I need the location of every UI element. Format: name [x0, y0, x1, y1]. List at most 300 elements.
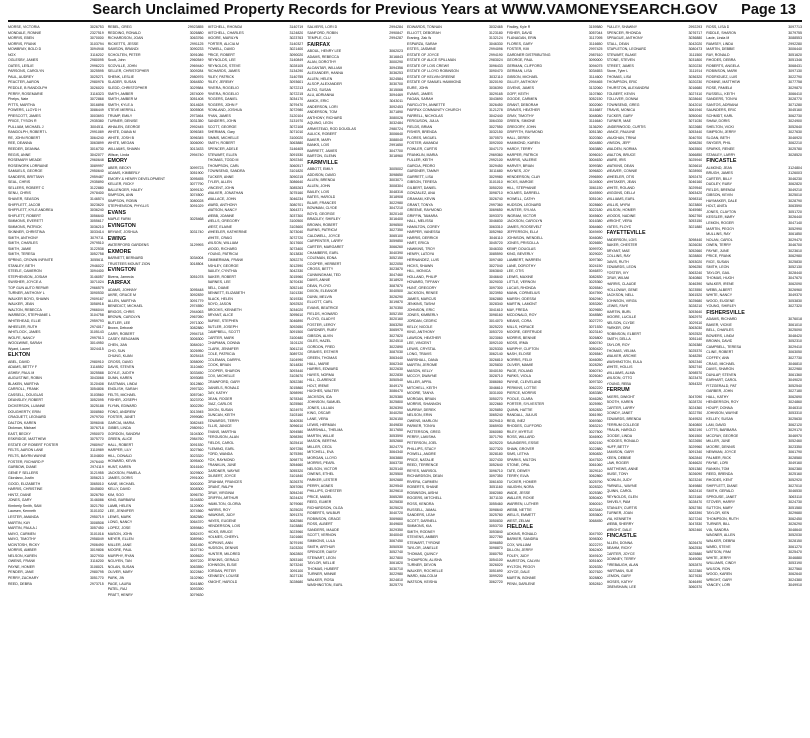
owner-name: PERRY, AGNES	[307, 483, 334, 488]
owner-name: GRAHAM, KEVIN	[407, 196, 436, 201]
owner-name: MARSH, ODESSA	[506, 296, 537, 301]
owner-name: WIGGINS, DELLA	[606, 191, 636, 196]
owner-name: KING, ANTHONY	[407, 330, 435, 335]
property-id: 3079190	[289, 540, 304, 545]
owner-name: HARRIS, VALERIE	[506, 158, 537, 163]
owner-name: STONE, OPAL	[506, 463, 531, 468]
listing-column	[108, 25, 204, 735]
owner-name: MORRIS, EBEN	[8, 36, 34, 41]
property-id: 3023800	[688, 202, 703, 207]
owner-name: MARTIN, PEGGY	[706, 226, 735, 231]
property-id: 3124804	[788, 165, 802, 170]
owner-name: TURNER, ANTHONY L	[8, 291, 45, 296]
property-id: 3023700	[189, 398, 204, 403]
property-id: 3072868	[89, 97, 104, 102]
property-id: 3101330	[289, 291, 304, 296]
property-id: 3022980	[389, 200, 403, 205]
property-id: 3015066	[389, 87, 403, 92]
owner-name: ESTES, JASMINE	[407, 47, 436, 52]
property-id: 3122880	[89, 185, 104, 190]
property-id: 2990847	[389, 30, 403, 35]
owner-name: THOMAS, QUINCY	[407, 551, 438, 556]
property-id: 3092000	[488, 141, 503, 146]
owner-name: BRYANT, ALICE	[207, 313, 234, 318]
owner-name: GERMAN, LISA	[506, 69, 532, 74]
owner-name: GRANT, TONYA	[407, 202, 433, 207]
property-id: 3025880	[688, 551, 703, 556]
owner-name: FIELDS, CAROL	[207, 441, 235, 446]
property-id: 3052150	[389, 256, 403, 261]
owner-name: FLOYD, GLADYS	[307, 317, 336, 322]
owner-name: ESTATE OF SAMUEL HAMMOND	[407, 80, 462, 85]
property-id: 3052270	[289, 257, 304, 262]
property-id: 3100480	[289, 335, 304, 340]
property-id: 3028790	[788, 198, 802, 203]
owner-name: TAYLOR, NELLIE	[307, 561, 336, 566]
property-id: 3065280	[389, 494, 403, 499]
owner-name: YANCEY, LORI	[706, 583, 731, 588]
owner-name: BEAHM, RICKY	[606, 546, 632, 551]
owner-name: STEWART, ELLEN	[207, 152, 238, 157]
owner-name: MEYER, ELLEN	[107, 537, 134, 542]
owner-name: MULLINS, RAY	[706, 232, 731, 237]
property-id: 2980976	[89, 80, 104, 85]
owner-name: TUCKER, ANNE	[207, 174, 234, 179]
owner-name: AKERS, DWIGHT	[606, 394, 635, 399]
owner-name: EURE, JOHN	[407, 86, 429, 91]
owner-name: KEMP, DOUGLAS	[506, 246, 536, 251]
owner-name: GARCIA, MARIA	[107, 420, 135, 425]
property-id: 3050400	[588, 496, 603, 501]
property-id: 3022790	[788, 74, 802, 79]
property-id: 3025770	[389, 583, 403, 588]
property-id: 3103880	[289, 524, 304, 529]
property-id: 3046050	[588, 357, 603, 362]
owner-name: HENDERSON, LOIS	[207, 524, 241, 529]
owner-name: REBEL, GREG	[107, 25, 132, 29]
property-id: 3091029	[189, 204, 204, 209]
property-id: 3091100	[289, 568, 304, 573]
property-id: 3027630	[688, 574, 703, 579]
property-id: 3046810	[788, 361, 802, 366]
property-id: 3050540	[389, 378, 403, 383]
property-id: 2991125	[189, 41, 204, 46]
property-id: 3013433	[189, 147, 204, 152]
property-id: 3064240	[89, 135, 104, 140]
property-id: 3140327	[289, 41, 304, 46]
property-id: 3094469	[389, 93, 403, 98]
property-id: 3046310	[788, 405, 802, 410]
owner-name: CRAGUETT, LEONARD	[8, 415, 47, 420]
property-id: 3028710	[488, 374, 503, 379]
owner-name: NGUYEN, TAN	[107, 559, 132, 564]
property-id: 3033414	[89, 230, 104, 235]
owner-name: ALEXANDER, HANNA	[307, 71, 344, 76]
property-id: 3090233	[189, 47, 204, 52]
owner-name: TOLBERT, KEVIN	[606, 91, 635, 96]
property-id: 3062090	[788, 282, 802, 286]
property-id: 3027780	[488, 535, 503, 540]
property-id: 2980724	[389, 126, 403, 131]
owner-name: MOORE, LUCILLE	[606, 315, 637, 320]
city-name: EVANS	[107, 209, 126, 216]
property-id: 3064371	[289, 208, 304, 213]
owner-name: JONES, PRISCILLA	[506, 241, 539, 246]
owner-name: LESTER, AMANDA	[8, 514, 39, 519]
owner-name: Bivens, Jamecia	[107, 274, 134, 279]
owner-name: SMITH, JAMIE	[8, 246, 32, 251]
property-id: 3028720	[688, 400, 703, 405]
owner-name: AMICK, ERIC	[307, 98, 329, 103]
owner-name: KNIGHT, HAROLD	[207, 579, 238, 584]
owner-name: HILL, STEPHANIE	[506, 185, 537, 190]
property-id: 3046234	[289, 196, 304, 201]
owner-name: KING, BARBARA	[107, 498, 136, 503]
owner-name: MAYO, TIMOTHY	[8, 537, 37, 542]
property-id: 3104800	[89, 453, 104, 458]
city-heading	[108, 236, 204, 243]
owner-name: TAYLOR, ROY	[606, 343, 630, 348]
owner-name: ABBOTT, EMILY	[307, 167, 334, 172]
owner-name: STANLEY, LARRY	[706, 152, 736, 157]
owner-name: ALLEN, JOHN	[307, 184, 331, 188]
owner-name: JACKSON, IDA	[307, 394, 332, 399]
property-id: 3103560	[89, 392, 104, 397]
property-id: 3052130	[788, 265, 802, 270]
owner-name: MOORE, DENNIS	[706, 444, 736, 449]
owner-name: GONZALEZ, ANA	[407, 191, 436, 196]
property-id: 3025188	[89, 404, 104, 409]
property-id: 3019330	[289, 296, 304, 301]
property-id: 3049170	[389, 383, 403, 388]
owner-name: MONDALE, RONNIE	[8, 30, 42, 35]
property-id: 3062120	[788, 422, 802, 427]
owner-name: RE, JOHN ROBERT	[8, 135, 41, 140]
property-id: 3036253	[389, 71, 403, 76]
city-name: EWING	[107, 235, 127, 242]
owner-name: ESTATE OF ALICE SPILLMAN	[407, 58, 456, 63]
owner-name: SENU, CHRIS	[8, 191, 31, 196]
property-id: 3048250	[688, 354, 703, 359]
owner-name: NEWMAN, JOYCE	[706, 450, 737, 455]
property-id: 3088040	[389, 137, 403, 142]
property-id: 3026030	[688, 243, 703, 248]
owner-name: FERGUSON, ALAN	[207, 435, 239, 440]
owner-name: SLOAN, BETH	[706, 135, 730, 140]
owner-name: LANE, VERA	[307, 416, 329, 421]
owner-name: SHIFFLETT, DIANE	[706, 483, 738, 488]
owner-name: Giordano, Justin	[8, 476, 34, 481]
property-id: 3063899	[89, 141, 104, 146]
property-id: 3071530	[588, 324, 603, 329]
property-id: 3024510	[389, 339, 403, 344]
owner-name: SKINNER, CHRISTINA	[8, 230, 45, 235]
owner-name: FERRUM COLLEGE	[606, 422, 640, 427]
owner-name: ALAN, DOROTHY	[307, 60, 337, 65]
owner-name: PIERCE, MORRIS	[506, 391, 537, 396]
owner-name: JONES, GARY	[8, 498, 32, 503]
owner-name: STEPHENSON, JOSIAH	[8, 274, 48, 279]
property-id: 3050830	[488, 518, 503, 523]
owner-name: GARDNER, RUBY	[307, 328, 337, 333]
property-id: 3016843	[389, 54, 403, 59]
property-id: 3019806	[89, 548, 104, 553]
owner-name: HAMILTON, COREY	[407, 224, 440, 229]
property-id: 3060517	[289, 163, 304, 168]
owner-name: WHITAKER, JEAN	[606, 180, 636, 185]
owner-name: PULLIAM, MICHAEL J	[8, 124, 44, 129]
owner-name: WHITE, DIANA M	[107, 130, 136, 135]
owner-name: ROGERS, JOHN F	[207, 102, 238, 107]
owner-name: PENN, DARLENE	[506, 581, 536, 586]
property-id: 3052758	[89, 252, 104, 257]
page-header	[4, 0, 806, 20]
property-id: 3095448	[189, 287, 204, 292]
property-id: 2946022	[89, 263, 104, 268]
property-id: 3046880	[788, 555, 802, 560]
property-id: 3090470	[488, 69, 503, 74]
property-id: 3046970	[788, 433, 802, 438]
owner-name: FAIRFAX COMMUNITY CHURCH	[407, 108, 461, 113]
owner-name: EVANS, MARTHA	[207, 429, 237, 434]
owner-name: YOUNG, SHIRLEY	[706, 304, 737, 309]
property-id: 3062980	[788, 254, 802, 259]
property-id: 3068431	[788, 63, 802, 68]
owner-name: ALLEN, DONNA	[606, 540, 633, 545]
owner-name: PERRY, ZACHARY	[8, 575, 39, 580]
owner-name: FIELDS, BRIAN	[407, 124, 433, 129]
owner-name: COX, WILLIAM	[506, 542, 531, 547]
property-id: 3082880	[189, 326, 204, 331]
property-id: 3023960	[289, 529, 304, 534]
owner-name: GRAY, VIRGINIA	[207, 490, 235, 495]
owner-name: HUDSON, LEONARD	[506, 202, 542, 207]
owner-name: TOWNSEND, GREG	[606, 102, 640, 107]
owner-name: ADKINS, RONALD	[506, 531, 537, 536]
property-id: 3090530	[89, 291, 104, 296]
property-id: 3022830	[389, 372, 403, 377]
property-id: 3062410	[688, 489, 703, 494]
property-id: 3028150	[788, 539, 802, 543]
owner-name: HICKS, MARGIE	[506, 180, 534, 185]
property-id: 3029980	[488, 174, 503, 179]
property-id: 3065010	[89, 481, 104, 486]
property-id: 3059840	[189, 526, 204, 531]
property-id: 2994284	[389, 25, 403, 29]
property-id: 3049830	[389, 422, 403, 427]
owner-name: OWENS, ETHEL	[307, 472, 335, 477]
property-id: 3046330	[488, 246, 503, 251]
property-id: 3098770	[289, 457, 304, 462]
property-id: 3057040	[189, 392, 204, 397]
property-id: 3025560	[289, 402, 304, 407]
property-id: 3015860	[289, 385, 304, 390]
property-id: 3025330	[488, 346, 503, 351]
property-id: 3070000	[89, 36, 104, 41]
property-id: 3111914	[688, 69, 703, 74]
property-id: 3024380	[788, 577, 802, 582]
owner-name: ROBERTS, WILBUR	[307, 511, 341, 516]
owner-name: OBENSHAIN, LEE	[606, 585, 637, 590]
property-id: 3046620	[688, 461, 703, 466]
property-id: 3047920	[588, 531, 603, 536]
property-id: 3027240	[688, 516, 703, 521]
property-id: 3002250	[189, 404, 204, 408]
property-id: 3020360	[588, 135, 603, 140]
owner-name: SPRING, CROWN INFINITE	[8, 257, 54, 262]
property-id: 3063880	[389, 455, 403, 460]
property-id: 3052960	[488, 230, 503, 235]
property-id: 3062860	[588, 474, 603, 479]
owner-name: JONES, CLAYTON	[706, 209, 737, 214]
property-id: 3026020	[89, 86, 104, 91]
property-id: 3023950	[488, 291, 503, 296]
owner-name: CHAPMAN, DONNA	[207, 341, 241, 346]
property-id: 3061010	[788, 322, 802, 327]
property-id: 2994465	[588, 80, 603, 85]
property-id: 3047090	[688, 394, 703, 399]
owner-name: THOMAS, VELMA	[606, 348, 636, 353]
owner-name: YOUNG, PATRICIA	[207, 252, 239, 257]
property-id: 3052030	[788, 533, 802, 538]
property-id: 3063030	[688, 326, 703, 331]
owner-name: THOMPSON, CARL	[207, 163, 240, 168]
property-id: 3047170	[488, 147, 503, 152]
owner-name: JOHNSON, ERIC	[407, 307, 435, 312]
property-id: 3002060	[588, 102, 603, 107]
property-id: 3062023	[389, 49, 403, 54]
property-id: 2992280	[788, 41, 802, 46]
property-id: 3074560	[189, 509, 204, 514]
property-id: 2991089	[89, 130, 104, 135]
listing-row	[407, 580, 503, 586]
property-id: 3120408	[89, 381, 104, 386]
owner-name: FERGUSON, JULIA	[407, 119, 439, 124]
owner-name: SMITH, TERESA	[8, 252, 36, 257]
property-id: 3077758	[788, 80, 802, 85]
property-id: 3028470	[688, 500, 703, 505]
property-id: 2971300	[189, 320, 204, 325]
property-id: 3051690	[488, 568, 503, 573]
owner-name: KELLY, DAVID	[107, 487, 131, 492]
property-id: 3070570	[488, 135, 503, 140]
owner-name: TOWNSEND, SANDRA	[207, 169, 245, 174]
owner-name: LONG, NANCY	[107, 520, 133, 525]
owner-name: NELSON, KAREN	[8, 553, 37, 558]
owner-name: RICHARDSON, OLGA	[307, 505, 343, 510]
owner-name: SAUNDERS, ERIC	[706, 108, 737, 113]
owner-name: RHODES, DEBRA	[706, 58, 736, 63]
owner-name: LEE, VINCENT	[407, 341, 432, 346]
owner-name: STANLEY, BETH	[8, 263, 35, 268]
owner-name: FELTS, BAYRN WAYNE	[8, 453, 47, 458]
property-id: 3053840	[488, 529, 503, 534]
owner-name: SMITH, AMBER	[107, 91, 134, 96]
owner-name: LAWSON, HEATHER	[407, 335, 441, 340]
property-id: 3052810	[588, 581, 603, 586]
city-name: EMORY	[107, 158, 128, 165]
property-id: 3008560	[89, 409, 104, 414]
owner-name: TRUMP, EMILY	[107, 113, 133, 118]
property-id: 3090020	[289, 52, 304, 57]
owner-name: WALDEN, NORMA	[606, 147, 637, 152]
property-id: 3034653	[588, 69, 603, 74]
owner-name: BROWN, CAROLYN	[107, 315, 141, 320]
property-id: 3012590	[289, 263, 304, 268]
owner-name: WALKER, IRENE	[706, 282, 734, 286]
property-id: 3098390	[289, 435, 304, 440]
owner-name: NOLAN, CAROL	[706, 237, 733, 242]
owner-name: ELLIOTT, CARL	[307, 300, 333, 305]
owner-name: WOLFE, NANCY	[8, 335, 35, 340]
owner-name: WHITLOCK, JAMES	[8, 330, 41, 335]
owner-name: FARRELL, NICHOLAS	[407, 113, 443, 118]
owner-name: TURNER, MAE	[606, 119, 631, 124]
property-id: 3063240	[688, 270, 703, 275]
owner-name: PRESCOTT, JAMES	[8, 113, 41, 118]
property-id: 3025140	[389, 466, 403, 471]
property-id: 3026540	[588, 285, 603, 290]
owner-name: Eraning, Zak W	[407, 36, 432, 41]
owner-name: WATKINS, DEAN	[606, 163, 635, 168]
owner-name: EVANS, JAMES	[407, 91, 433, 96]
property-id: 3052150	[588, 441, 603, 446]
owner-name: DAVIS, STEVEN	[107, 365, 135, 370]
owner-name: JENKINS, TASHA	[407, 302, 436, 307]
owner-name: ROSS, WILLARD	[506, 435, 535, 440]
property-id: 3005002	[389, 167, 403, 172]
property-id: 2967050	[189, 315, 204, 320]
owner-name: NELSON, ERIN	[407, 413, 433, 418]
property-id: 3046640	[488, 274, 503, 279]
owner-name: WAGNER, ALLEN	[706, 533, 736, 538]
property-id: 3099723	[189, 165, 204, 170]
owner-name: MOORE, GERTRUDE	[506, 330, 542, 335]
owner-name: WEST, ELAINE	[207, 224, 232, 229]
property-id: 3096046	[89, 420, 104, 425]
owner-name: SUTTON, MARY	[706, 505, 733, 510]
owner-name: ROSE, PAMELA	[706, 86, 733, 91]
owner-name: CUNNINGHAM, TED	[307, 272, 341, 277]
property-id: 3023870	[389, 267, 403, 272]
property-id: 3108021	[89, 564, 104, 569]
property-id: 3101820	[289, 169, 304, 174]
property-id: 3004850	[588, 141, 603, 146]
owner-name: WILSON, HOMER	[606, 208, 636, 213]
property-id: 3027560	[189, 448, 204, 453]
owner-name: Wyant, Laurel	[8, 346, 30, 351]
owner-name: FOSTER, RICHARD P	[8, 459, 44, 464]
owner-name: BENEDICT, MICHAEL	[107, 304, 144, 309]
property-id: 3008300	[189, 487, 204, 492]
owner-name: BARKER, SANDRA	[506, 537, 539, 542]
owner-name: BRYANT, MAE	[606, 248, 630, 253]
property-id: 3116200	[90, 559, 104, 564]
property-id: 3062760	[688, 213, 703, 218]
property-id: 3026440	[788, 215, 802, 220]
owner-name: ALMOND, JEAN	[706, 165, 733, 170]
property-id: 3056640	[89, 213, 104, 218]
property-id: 3055320	[289, 468, 304, 473]
owner-name: STEWART, TYRONE	[407, 540, 441, 545]
property-id: 3018504	[189, 261, 204, 266]
property-id: 3053190	[788, 561, 802, 566]
property-id: 3091530	[189, 442, 204, 447]
property-id: 3051770	[89, 575, 104, 580]
property-id: 3050830	[588, 452, 603, 457]
property-id: 3098650	[389, 172, 403, 177]
property-id: 3095400	[189, 459, 204, 464]
